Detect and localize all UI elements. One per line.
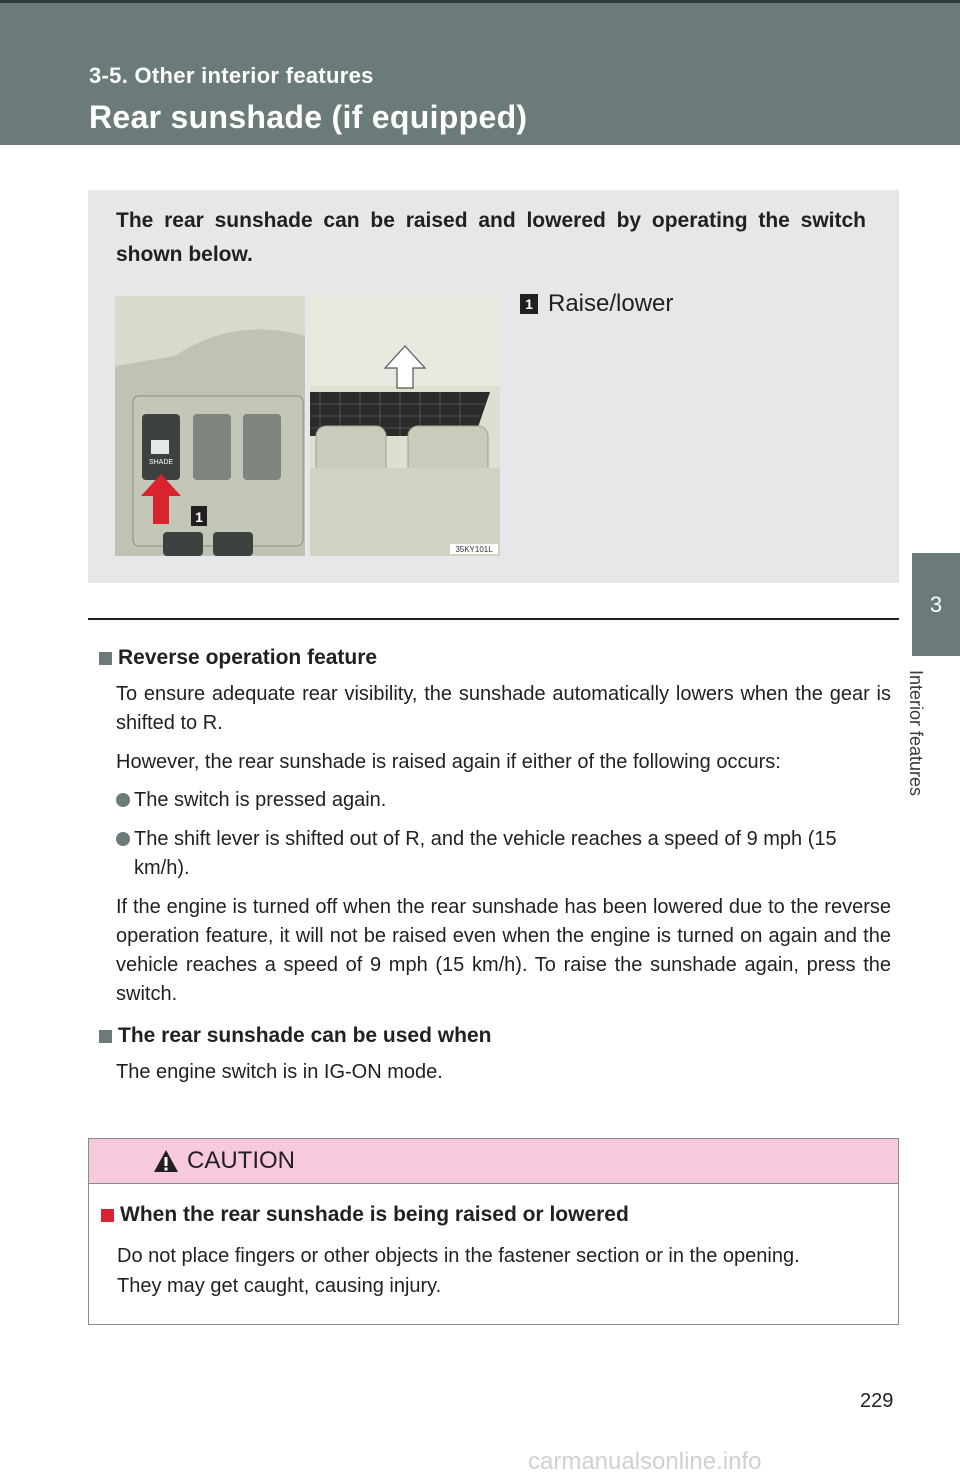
caution-line: They may get caught, causing injury. [117, 1275, 442, 1297]
switch-text: SHADE [148, 459, 174, 466]
heading-text: Reverse operation feature [118, 646, 378, 669]
callout-label: Raise/lower [548, 290, 674, 317]
caution-title: CAUTION [187, 1147, 295, 1174]
section-heading [99, 1024, 891, 1048]
sunshade-illustration [310, 296, 500, 556]
divider [88, 618, 899, 620]
caution-text [117, 1241, 877, 1301]
caution-subheading-text: When the rear sunshade is being raised or lowered [120, 1203, 629, 1226]
square-bullet-icon [99, 652, 112, 665]
paragraph: If the engine is turned off when the rear sunshade has been lowered due to the reverse operation feature, it will not be raised even when the engine is turned on again and the vehicle reaches a speed of 9 mph (15 km/h). To raise the sunshade again, press the switch. [116, 896, 891, 1005]
list-item [116, 825, 891, 883]
intro-text: The rear sunshade can be raised and lowered by operating the switch shown below. [116, 209, 866, 266]
sunshade-photo [310, 296, 500, 556]
watermark: carmanualsonline.info [528, 1448, 762, 1475]
bullet-dot-icon [116, 832, 130, 846]
caution-box [88, 1138, 899, 1325]
chapter-label: Interior features [906, 670, 926, 797]
square-bullet-icon [101, 1209, 114, 1222]
switch-photo [115, 296, 305, 556]
photo-callout-number: 1 [195, 509, 203, 525]
caution-line: Do not place fingers or other objects in the fastener section or in the opening. [117, 1245, 800, 1267]
switch-panel-illustration [115, 296, 305, 556]
heading-text: The rear sunshade can be used when [118, 1024, 492, 1047]
chapter-tab [912, 553, 960, 656]
callout-number: 1 [520, 294, 538, 314]
image-code: 35KY101L [455, 545, 493, 554]
page-number: 229 [860, 1390, 894, 1412]
square-bullet-icon [99, 1030, 112, 1043]
page-title: Rear sunshade (if equipped) [89, 99, 528, 135]
section-label: 3-5. Other interior features [89, 63, 374, 88]
warning-triangle-icon [153, 1149, 179, 1173]
paragraph: However, the rear sunshade is raised again if either of the following occurs: [116, 751, 781, 773]
list-item [116, 786, 891, 815]
list-item-text: The shift lever is shifted out of R, and the vehicle reaches a speed of 9 mph (15 km/h). [134, 828, 837, 879]
page-header [0, 0, 960, 145]
section-heading [99, 646, 891, 670]
caution-subheading [101, 1203, 629, 1227]
paragraph: The engine switch is in IG-ON mode. [116, 1061, 443, 1083]
paragraph: To ensure adequate rear visibility, the sunshade automatically lowers when the gear is shifted to R. [116, 683, 891, 734]
chapter-number: 3 [929, 591, 943, 617]
section-usage-condition [99, 1024, 891, 1087]
bullet-dot-icon [116, 793, 130, 807]
section-reverse-operation [99, 646, 891, 1009]
callout-raise-lower [520, 290, 673, 318]
intro-box [88, 190, 899, 583]
list-item-text: The switch is pressed again. [134, 789, 387, 811]
caution-header [89, 1139, 898, 1184]
